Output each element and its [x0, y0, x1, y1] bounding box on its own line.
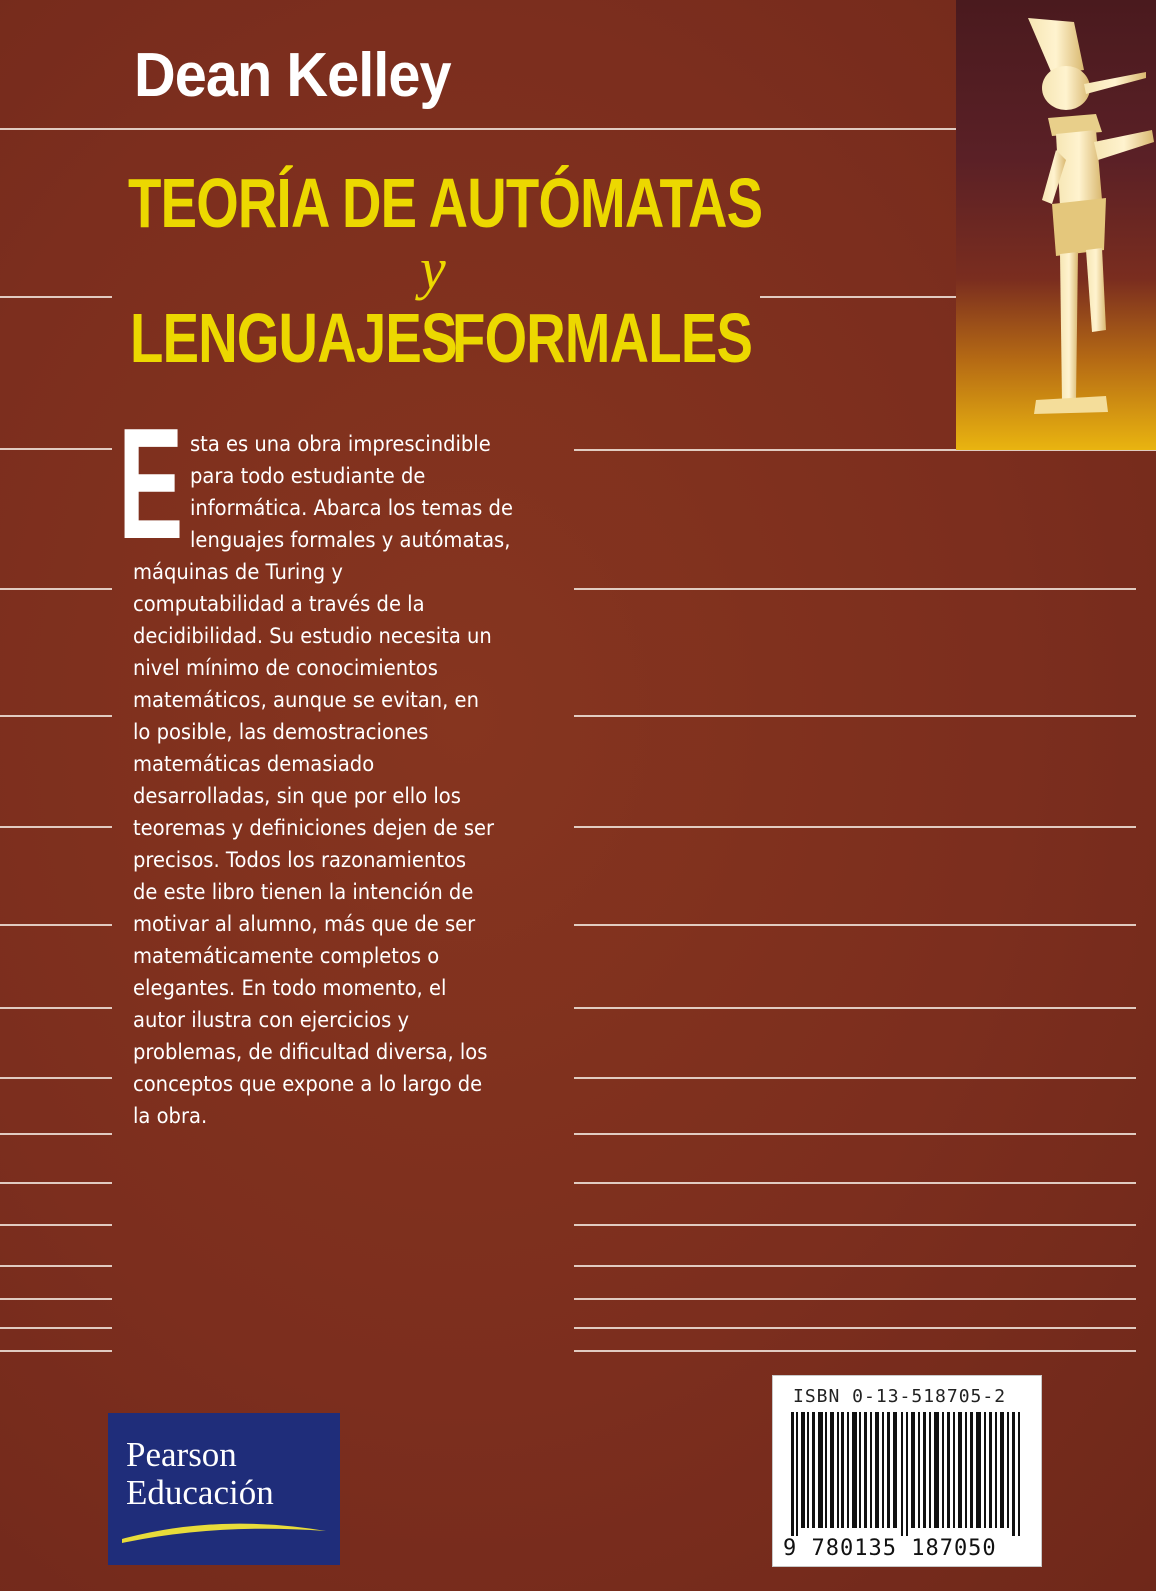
description-line: la obra. [133, 1104, 208, 1128]
rule [574, 1298, 1136, 1300]
description-line: nivel mínimo de conocimientos [133, 656, 438, 680]
rule [0, 1265, 112, 1267]
rule [0, 1007, 112, 1009]
rule [574, 1327, 1136, 1329]
rule [574, 826, 1136, 828]
rule [0, 826, 112, 828]
description-line: de este libro tienen la intención de [133, 880, 474, 904]
description-line: computabilidad a través de la [133, 592, 425, 616]
rule [0, 296, 112, 298]
description-line: desarrolladas, sin que por ello los [133, 784, 461, 808]
book-title-line-2-right: FORMALES [452, 299, 753, 377]
isbn-barcode [772, 1375, 1042, 1567]
publisher-name-line-2: Educación [126, 1473, 274, 1512]
swoosh-icon [118, 1517, 330, 1545]
description-line: matemáticas demasiado [133, 752, 375, 776]
pinocchio-figure-icon [956, 0, 1156, 450]
ean-number: 9 780135 187050 [783, 1536, 997, 1561]
rule [574, 1077, 1136, 1079]
rule [0, 1350, 112, 1352]
rule [0, 1077, 112, 1079]
description-line: problemas, de dificultad diversa, los [133, 1040, 488, 1064]
rule [0, 1224, 112, 1226]
description-line: decidibilidad. Su estudio necesita un [133, 624, 492, 648]
barcode-icon [791, 1412, 1023, 1536]
description-line: informática. Abarca los temas de [190, 496, 513, 520]
description-line: teoremas y definiciones dejen de ser [133, 816, 495, 840]
rule [0, 128, 956, 130]
rule [574, 588, 1136, 590]
rule [574, 1224, 1136, 1226]
rule [574, 924, 1136, 926]
publisher-name-line-1: Pearson [126, 1435, 237, 1474]
description-line: precisos. Todos los razonamientos [133, 848, 467, 872]
description-line: motivar al alumno, más que de ser [133, 912, 476, 936]
publisher-logo [108, 1413, 340, 1565]
rule [574, 715, 1136, 717]
description-line: conceptos que expone a lo largo de [133, 1072, 483, 1096]
description-line: lo posible, las demostraciones [133, 720, 429, 744]
description-line: matemáticos, aunque se evitan, en [133, 688, 479, 712]
author-name: Dean Kelley [134, 41, 451, 110]
description-line: matemáticamente completos o [133, 944, 440, 968]
description-line: sta es una obra imprescindible [190, 432, 491, 456]
rule [0, 1182, 112, 1184]
rule [0, 1298, 112, 1300]
book-title-line-1: TEORÍA DE AUTÓMATAS [128, 164, 763, 242]
rule [0, 924, 112, 926]
pinocchio-figure-image [956, 0, 1156, 450]
rule [574, 1007, 1136, 1009]
rule [760, 296, 956, 298]
drop-cap-letter: E [118, 396, 184, 572]
book-title-conjunction: y [420, 236, 446, 301]
description-line: para todo estudiante de [190, 464, 426, 488]
description-line: lenguajes formales y autómatas, [190, 528, 511, 552]
description-line: autor ilustra con ejercicios y [133, 1008, 410, 1032]
rule [0, 448, 112, 450]
book-title-line-2-left: LENGUAJES [130, 299, 457, 377]
rule [0, 1133, 112, 1135]
rule [574, 1265, 1136, 1267]
rule [574, 1182, 1136, 1184]
description-line: máquinas de Turing y [133, 560, 343, 584]
rule [0, 715, 112, 717]
isbn-number: ISBN 0-13-518705-2 [793, 1386, 1007, 1407]
rule [0, 1327, 112, 1329]
description-line: elegantes. En todo momento, el [133, 976, 447, 1000]
rule [574, 1133, 1136, 1135]
rule [574, 1350, 1136, 1352]
rule [0, 588, 112, 590]
